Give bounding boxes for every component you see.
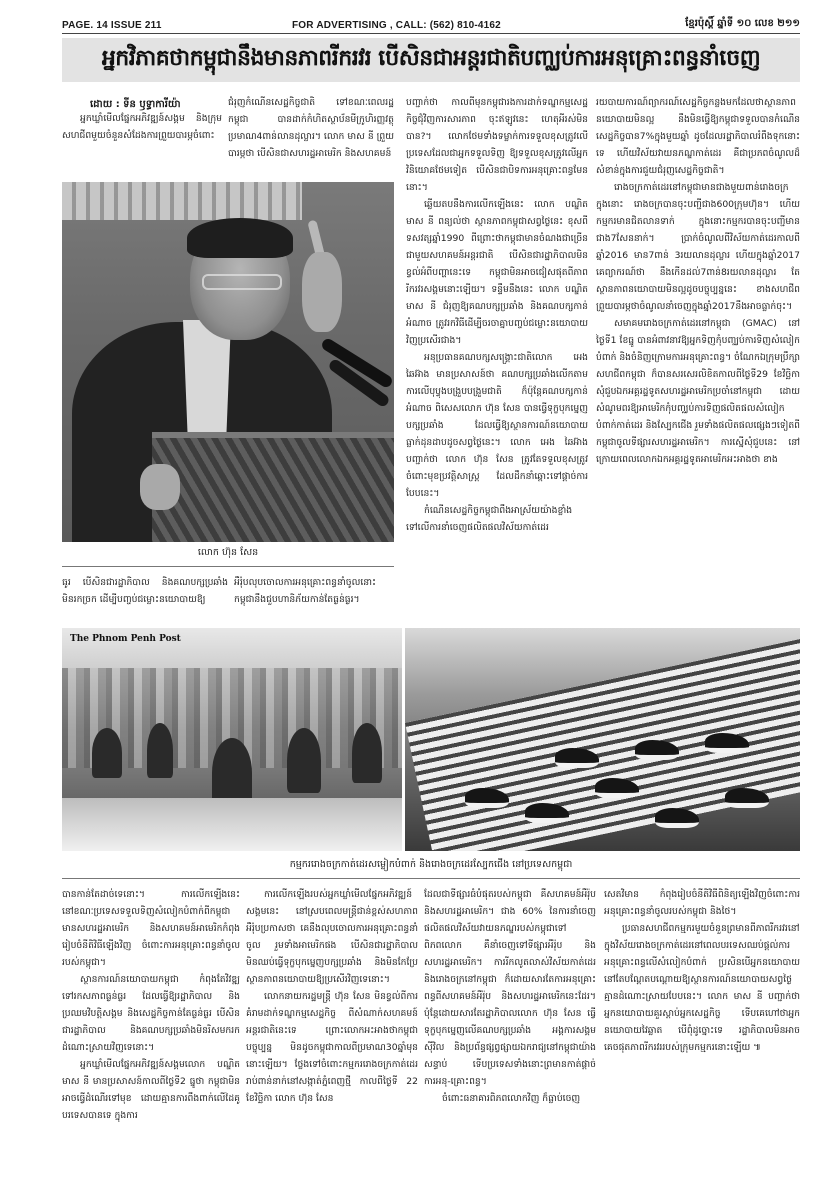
photo-figure-hand [140,464,180,510]
photo-figure-hair [187,218,293,258]
article-column-4-top [596,94,800,616]
main-photo-caption: លោក ហ៊ុន សែន [62,546,394,567]
masthead-issue: ខ្មែរប៉ុស្តិ៍ ឆ្នាំទី ១០ លេខ ២១១ [685,18,800,29]
photo-worker [92,728,122,778]
advertising-contact: FOR ADVERTISING , CALL: (562) 810-4162 [292,20,501,31]
factory-shoe-line-photo [405,628,800,851]
factory-sewing-photo [62,628,402,851]
article-column-1-after-photo [62,574,228,614]
paragraph: សេតវិមាន កំពុងរៀបចំនីតិវិធីពិនិត្យឡើងវិញចំពោះការអនុគ្រោះពន្ធនាំចូលរបស់កម្ពុជា និងថៃ។ [604,889,800,917]
photo-worker [147,723,173,778]
headline: អ្នកវិភាគថាកម្ពុជានឹងមានភាពរីករវរ បើសិនជាអន្តរជាតិបញ្ឈប់ការអនុគ្រោះពន្ធនាំចេញ [101,46,761,71]
photo-work-table [62,798,402,851]
photo-watermark: The Phnom Penh Post [70,634,181,644]
paragraph: បញ្ជាក់ថា កាលពីមុនកម្ពុជារងការដាក់ទណ្ឌកម្មសេដ្ឋកិច្ចជុំវិញការសារភាព ចុះឥឡូវនេះ ហេតុអីរស់មិនបាន?។ លោកថែមទាំងទម្លាក់ការទទួលខុសត្រូវលើប្រទេសដែលជាអ្នកទទួលទិញ ឱ្យទទួលខុសត្រូវលើអ្នកវិនិយោគថែមទៀត បើសិនជាបិទការអនុគ្រោះពន្ធមែននោះ។ [406,97,588,193]
photo-figure-glasses [202,274,282,290]
paragraph: អ្នកឃ្លាំមើលផ្នែកអភិវឌ្ឍន៍សង្គមលោក បណ្ឌិត មាស នី មានប្រសាសន៍កាលពីថ្ងៃទី2 ធ្នូថា កម្ពុជាមិនអាចធ្វើដំណើរទៅមុខ ដោយគ្មានការពឹងពាក់លើដៃគូបរទេសបានទេ ក្នុងការ [62,1059,240,1121]
article-column-4-bottom [604,886,800,1161]
main-photo [62,182,394,542]
paragraph: អ្នកឃ្លាំមើលផ្នែកអភិវឌ្ឍន៍សង្គម និងក្រុមសហជីពមួយចំនួនសំដែងការព្រួយបារម្ភចំពោះ [62,113,222,141]
paragraph: ដែលជាទីផ្សារធំបំផុតរបស់កម្ពុជា គឺសហគមន៍អឺរ៉ុប និងសហរដ្ឋអាមេរិក។ ជាង 60% នៃការនាំចេញផលិតផលវិស័យវាយនភណ្ឌរបស់កម្ពុជាទៅពិភពលោក គឺនាំចេញទៅទីផ្សារអឺរ៉ុប និងសហរដ្ឋអាមេរិក។ ការរីកលូតលាស់វិស័យកាត់ដេរ និងរោងចក្រនៅកម្ពុជា ក៏ដោយសារតែការអនុគ្រោះពន្ធពីសហគមន៍អឺរ៉ុប និងសហរដ្ឋអាមេរិកនេះដែរ។ ប៉ុន្តែដោយសារតែរដ្ឋាភិបាលលោក ហ៊ុន សែន ធ្វើទុក្ខបុកម្នេញលើគណបក្សប្រឆាំង អង្គការសង្គមស៊ីវិល និងប្រព័ន្ធផ្សព្វផ្សាយឯករាជ្យនៅកម្ពុជាយ៉ាងសន្ធាប់ ទើបប្រទេសទាំងនោះព្រមានកាត់ផ្ដាច់ការអនុ-គ្រោះពន្ធ។ [424,889,596,1087]
paragraph: ការលើកឡើងរបស់អ្នកឃ្លាំមើលផ្នែកអភិវឌ្ឍន៍សង្គមនេះ នៅស្របពេលមន្ត្រីជាន់ខ្ពស់សហភាពអឺរ៉ុបប្រកាសថា គេនឹងលុបចោលការអនុគ្រោះពន្ធនាំចូល រួមទាំងអាមេរិកផង បើសិនជារដ្ឋាភិបាលមិនឈប់ធ្វើទុក្ខបុកម្នេញបក្សប្រឆាំង និងមិនកែប្រែស្ថានភាពនយោបាយឱ្យប្រសើរវិញទេនោះ។ [246,889,418,985]
paragraph: ប្រធានសហជីពកម្មករមួយចំនួនព្រមានពីភាពរីករវរនៅក្នុងវិស័យរោងចក្រកាត់ដេរនៅពេលបរទេសឈប់ផ្ដល់ការអនុគ្រោះពន្ធលើសំលៀកបំពាក់ ប្រសិនបើអ្នកនយោបាយនៅតែបណ្ដែតបណ្ដោយឱ្យស្ថានការណ៍នយោបាយសព្វថ្ងៃ គ្មានដំណោះស្រាយបែបនេះ។ លោក មាស នី បញ្ជាក់ថា អ្នកនយោបាយគួរស្ដាប់អ្នកសេដ្ឋកិច្ច ទើបគេហៅថាអ្នកនយោបាយវៃឆ្លាត បើពុំដូច្នោះទេ រដ្ឋាភិបាលមិនអាចគេចផុតភាពរីករវររបស់ក្រុមកម្មករនោះឡើយ ៕ [604,923,800,1053]
paragraph: ធូរ បើសិនជារដ្ឋាភិបាល និងគណបក្សប្រឆាំងមិនរកច្រក ដើម្បីបញ្ចប់ជម្លោះនយោបាយឱ្យ [62,577,228,605]
paragraph: អនុប្រធានគណបក្សសង្គ្រោះជាតិលោក អេង឵ ឆៃអ៊ាង មានប្រសាសន៍ថា គណបក្សប្រឆាំងលើកតាមការលើបុប្ធុងបង្រួបបង្រួមជាតិ ក៏ប៉ុន្តែគណបក្សកាន់អំណាច ពិសេសលោក ហ៊ុន សែន បានធ្វើទុក្ខបុកម្នេញបក្សប្រឆាំង ដែលធ្វើឱ្យស្ថានការណ៍នយោបាយធ្លាក់ដុនដាបដូចសព្វថ្ងៃនេះ។ លោក អេង ឆៃអ៊ាង បញ្ជាក់ថា លោក ហ៊ុន សែន ត្រូវតែទទួលខុសត្រូវចំពោះមុខប្រវត្តិសាស្ត្រ ដែលដឹកនាំឆ្ពោះទៅផ្ដាច់ការបែបនេះ។ [406,352,588,499]
paragraph: សមាគមរោងចក្រកាត់ដេរនៅកម្ពុជា (GMAC) នៅថ្ងៃទី1 ខែធ្នូ បានអំពាវនាវឱ្យអ្នកទិញកុំបញ្ឈប់ការទិញសំលៀកបំពាក់ និងចំនិញក្រោមការអនុគ្រោះពន្ធ។ ចំណែកឯក្រុមប្រឹក្សាសហជីពកម្ពុជា ក៏បានសរសេរលិខិតកាលពីថ្ងៃទី29 ខែវិច្ឆិកា សុំជួបឯកអគ្គរដ្ឋទូតសហរដ្ឋអាមេរិកប្រចាំនៅកម្ពុជា ដោយសំណូមពរឱ្យអាមេរិកកុំបញ្ឈប់ការទិញផលិតផលសំលៀកបំពាក់កាត់ដេរ និងស្បែកជើង រួមទាំងផលិតផលផ្សេងៗទៀតពីកម្ពុជាចូលទីផ្សារសហរដ្ឋអាមេរិក។ ការស្នើសុំជួបនេះ នៅក្រោយពេលលោកឯកអគ្គរដ្ឋទូតអាមេរិកអះអាងថា ខាង [596,318,800,465]
paragraph: រោងចក្រកាត់ដេរនៅកម្ពុជាមានជាងមួយពាន់រោងចក្រក្នុងនោះ រោងចក្របានចុះបញ្ជីជាង600ក្រុមហ៊ុន។ ហើយកម្មករមានជិតលានទាក់ ក្នុងនោះកម្មករបានចុះបញ្ជីមានជាង7សែននាក់។ ប្រាក់ចំណូលពីវិស័យកាត់ដេរកាលពីឆ្នាំ2016 មាន7ពាន់ 3រយលានដុល្លារ ហើយក្នុងឆ្នាំ2017 គេព្យាករណ៍ថា នឹងកើនដល់7ពាន់8រយលានដុល្លារ តែស្ថានភាពនយោបាយមិនល្អដូចបច្ចុប្បន្ននេះ ខាងសហជីពព្រួយបារម្ភថាចំណូលនាំចេញក្នុងឆ្នាំ2017នឹងអាចធ្លាក់ចុះ។ [596,182,800,312]
page-issue-label: PAGE. 14 ISSUE 211 [62,20,162,31]
article-column-3-bottom [424,886,596,1161]
byline: ដោយ : ទីន ឫទ្ធាការីយ៉ា [90,99,181,110]
photo-worker [287,728,321,793]
photo-figure-hand [302,252,342,332]
page-header [62,18,800,34]
article-column-1-top [62,110,222,176]
photo-worker [352,723,382,783]
paragraph: លោកនាយករដ្ឋមន្ត្រី ហ៊ុន សែន មិនខ្វល់ពីការគំរាមដាក់ទណ្ឌកម្មសេដ្ឋកិច្ច ពីសំណាក់សហគមន៍អន្តរជាតិនេះទេ ព្រោះលោកអះអាងថាកម្ពុជាបច្ចុប្បន្ន មិនដូចកម្ពុជាកាលពីប្រមាណ30ឆ្នាំមុននោះឡើយ។ ថ្លែងទៅចំពោះកម្មកររោងចក្រកាត់ដេររាប់ពាន់នាក់នៅសង្កាត់ភ្នំពេញថ្មី កាលពីថ្ងៃទី 22 ខែវិច្ឆិកា លោក ហ៊ុន សែន [246,991,418,1104]
paragraph: អឺរ៉ុបលុបចោលការអនុគ្រោះពន្ធនាំចូលនោះ កម្ពុជានឹងជួបហានិភ័យកាន់តែធ្ងន់ធ្ងរ។ [234,577,377,605]
headline-banner [62,38,800,82]
article-column-2-after-photo [234,574,396,614]
article-column-2-top [228,94,394,176]
article-column-2-bottom [246,886,418,1161]
paragraph: ចំពោះធនាគារពិភពលោកវិញ ក៏ធ្លាប់ចេញ [442,1093,581,1104]
article-column-3-top [406,94,588,616]
photo-podium [152,432,394,542]
paragraph: ស្ថានការណ៍នយោបាយកម្ពុជា កំពុងតែវិវឌ្ឍទៅរកសភាពធ្ងន់ធ្ងរ ដែលធ្វើឱ្យរដ្ឋាភិបាល និងប្រឈមវិបត្តិសង្គម និងសេដ្ឋកិច្ចកាន់តែធ្ងន់ធ្ងរ បើសិនជារដ្ឋាភិបាល និងគណបក្សប្រឆាំងមិនរិសមករកដំណោះស្រាយវិញទេនោះ។ [62,974,240,1053]
paragraph: ជំរុញកំណើនសេដ្ឋកិច្ចជាតិ ទៅខណៈពេលរដ្ឋកម្ពុជា បានដាក់កំហិតស្ថាប័នមីក្រូហិរញ្ញវត្ថុប្រមាណ4ពាន់លានដុល្លារ។ លោក មាស នី ព្រួយបារម្ភថា បើសិនជាសហរដ្ឋអាមេរិក និងសហគមន៍ [228,97,394,159]
factory-photos-caption: កម្មកររោងចក្រកាត់ដេរសម្លៀកបំពាក់ និងរោងចក្រដេរស្បែកជើង នៅប្រទេសកម្ពុជា [62,858,800,879]
paragraph: កំណើនសេដ្ឋកិច្ចកម្ពុជាពឹងអាស្រ័យយ៉ាងខ្លាំង ទៅលើការនាំចេញផលិតផលវិស័យកាត់ដេរ [406,505,573,533]
photo-backdrop-banner [62,182,302,220]
paragraph: រយបាយការណ៍ព្យាករណ៍សេដ្ឋកិច្ចកន្លងមកដែលថាស្ថានភាពនយោបាយមិនល្អ នឹងមិនធ្វើឱ្យកម្ពុជាទទួលបានកំណើនសេដ្ឋកិច្ចបាន7%ក្នុងមួយឆ្នាំ ដូចដែលរដ្ឋាភិបាលរំពឹងទុកនោះទេ ហើយវិស័យវាយនភណ្ឌកាត់ដេរ គឺជាប្រភពចំណូលដ៏សំខាន់ក្នុងការជួយជំរុញសេដ្ឋកិច្ចជាតិ។ [596,97,800,176]
paragraph: បានកាន់តែដាច់ទេនោះ។ ការលើកឡើងនេះ នៅខណៈប្រទេសទទួលទិញសំលៀកបំពាក់ពីកម្ពុជា មានសហរដ្ឋអាមេរិក និងសហគមន៍អាមេរិកកំពុងរៀបចំនីតិវិធីឡើងវិញ ចំពោះការអនុគ្រោះពន្ធនាំចូលរបស់កម្ពុជា។ [62,889,240,968]
paragraph: ឆ្លើយតបនឹងការលើកឡើងនេះ លោក បណ្ឌិត មាស នី ពន្យល់ថា ស្ថានភាពកម្ពុជាសព្វថ្ងៃនេះ ខុសពីទសវត្សឆ្នាំ1990 ពីព្រោះថាកម្ពុជាមានចំណងជាច្រើនជាមួយសហគមន៍អន្តរជាតិ បើសិនជារដ្ឋាភិបាលមិនខ្វល់អំពីបញ្ហានេះទេ កម្ពុជាមិនអាចជៀសផុតពីភាពរីករវរសង្គមនោះឡើយ។ ទន្ទឹមនឹងនេះ លោក បណ្ឌិត មាស នី ជំរុញឱ្យគណបក្សប្រឆាំង និងគណបក្សកាន់អំណាច ត្រូវរកវិធីដើម្បីចរចាគ្នាបញ្ចប់ជម្លោះនយោបាយវិញប្រសើរជាង។ [406,199,588,346]
article-column-1-bottom [62,886,240,1161]
